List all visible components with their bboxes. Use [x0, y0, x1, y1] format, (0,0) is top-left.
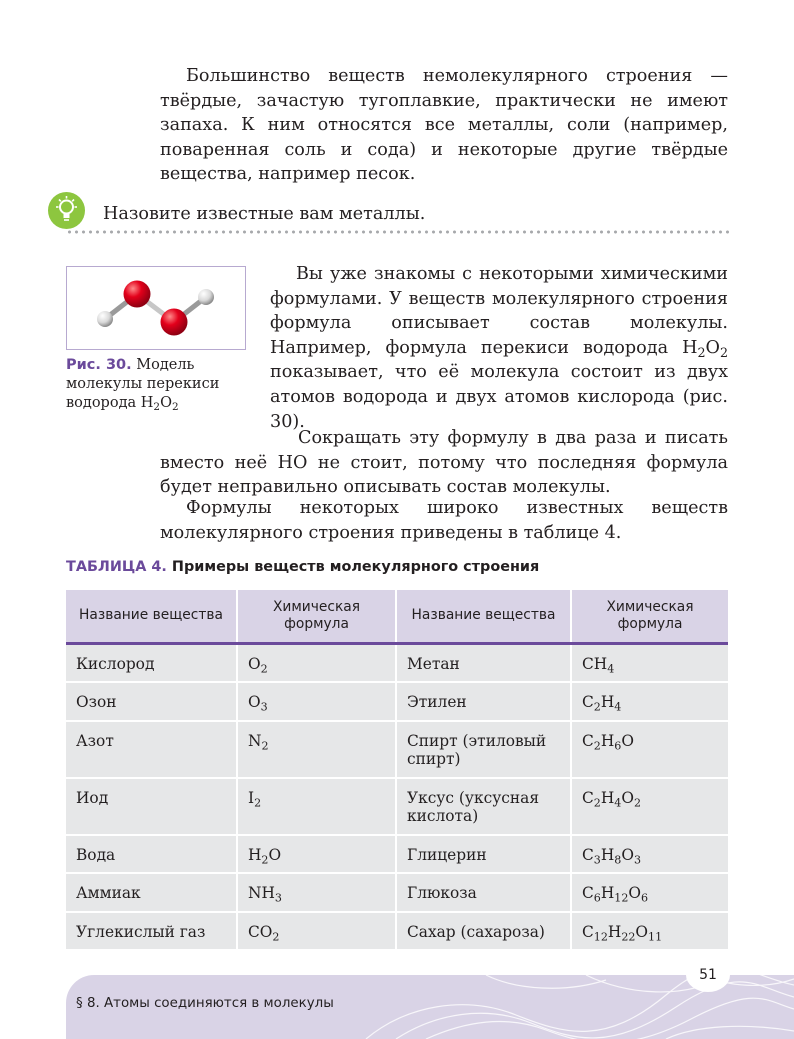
formula-cell: $I_2$	[237, 778, 396, 835]
formula-cell: $C_2H_4$	[571, 682, 728, 721]
substance-name-cell: Кислород	[66, 643, 237, 682]
paragraph-table-ref: Формулы некоторых широко известных веществ молекулярного строения приведены в таблице 4.	[160, 498, 728, 543]
figure-caption	[66, 356, 246, 413]
substance-name-cell: Спирт (этиловый спирт)	[396, 721, 571, 778]
header-substance-name: Название вещества	[396, 590, 571, 643]
substance-name-cell: Глицерин	[396, 835, 571, 874]
hydrogen-peroxide-model	[67, 267, 244, 348]
substance-name-cell: Уксус (уксусная кислота)	[396, 778, 571, 835]
formula-cell: $C_6H_{12}O_6$	[571, 873, 728, 912]
header-substance-name: Название вещества	[66, 590, 237, 643]
page-number: 51	[686, 958, 730, 992]
oxygen-atom	[124, 281, 151, 308]
table-row	[66, 721, 728, 778]
figure-formula: $H_2O_2$	[140, 395, 179, 414]
section-title: § 8. Атомы соединяются в молекулы	[76, 996, 334, 1011]
formula-cell: $C_{12}H_{22}O_{11}$	[571, 912, 728, 950]
substance-name-cell: Этилен	[396, 682, 571, 721]
question-text: Назовите известные вам металлы.	[103, 204, 426, 224]
question-block	[48, 192, 748, 242]
table-label: ТАБЛИЦА 4.	[66, 559, 167, 575]
formula-cell: $NH_3$	[237, 873, 396, 912]
hydrogen-atom	[198, 289, 214, 305]
substance-name-cell: Углекислый газ	[66, 912, 237, 950]
figure-label: Рис. 30.	[66, 357, 132, 373]
formula-cell: $CO_2$	[237, 912, 396, 950]
inline-formula: $H_2O_2$	[682, 337, 728, 360]
table-row	[66, 912, 728, 950]
substance-name-cell: Сахар (сахароза)	[396, 912, 571, 950]
substance-name-cell: Иод	[66, 778, 237, 835]
substance-name-cell: Глюкоза	[396, 873, 571, 912]
table-title	[66, 557, 539, 577]
substance-name-cell: Вода	[66, 835, 237, 874]
formula-cell: $C_3H_8O_3$	[571, 835, 728, 874]
figure-caption-text: Модель молекулы перекиси водорода	[66, 357, 220, 411]
formula-cell: $C_2H_4O_2$	[571, 778, 728, 835]
table-row	[66, 643, 728, 682]
dotted-divider	[66, 230, 730, 234]
header-chemical-formula: Химическая формула	[237, 590, 396, 643]
formula-cell: $O_3$	[237, 682, 396, 721]
formula-cell: $N_2$	[237, 721, 396, 778]
hydrogen-atom	[97, 311, 113, 327]
molecular-substances-table	[66, 590, 728, 949]
oxygen-atom	[161, 309, 188, 336]
lightbulb-icon	[48, 192, 85, 229]
formula-cell: $H_2O$	[237, 835, 396, 874]
substance-name-cell: Озон	[66, 682, 237, 721]
table-row	[66, 682, 728, 721]
substance-name-cell: Азот	[66, 721, 237, 778]
formula-cell: $CH_4$	[571, 643, 728, 682]
header-chemical-formula: Химическая формула	[571, 590, 728, 643]
table-title-text: Примеры веществ молекулярного строения	[171, 559, 540, 575]
formula-cell: $O_2$	[237, 643, 396, 682]
intro-paragraph: Большинство веществ немолекулярного строения — твёрдые, зачастую тугоплавкие, практически не имеют запаха. К ним относятся все металлы, соли (например, поваренная соль и сода) и некоторые другие твёрдые вещества, например песок.	[160, 66, 728, 185]
table-row	[66, 778, 728, 835]
paragraph-shorten: Сокращать эту формулу в два раза и писать вместо неё НО не стоит, потому что последняя формула будет неправильно описывать состав молекулы.	[160, 428, 728, 498]
formula-cell: $C_2H_6O$	[571, 721, 728, 778]
substance-name-cell: Метан	[396, 643, 571, 682]
table-row	[66, 873, 728, 912]
paragraph-formulas: Вы уже знакомы с некоторыми химическими формулами. У веществ молекулярного строения формула описывает состав молекулы. Например, формула перекиси водорода $H_2O_2$ показывает, что её молекула состоит из двух атомов водорода и двух атомов кислорода (рис. 30).	[270, 264, 728, 432]
table-row	[66, 835, 728, 874]
substance-name-cell: Аммиак	[66, 873, 237, 912]
table-header-row	[66, 590, 728, 643]
molecule-figure	[66, 266, 246, 350]
